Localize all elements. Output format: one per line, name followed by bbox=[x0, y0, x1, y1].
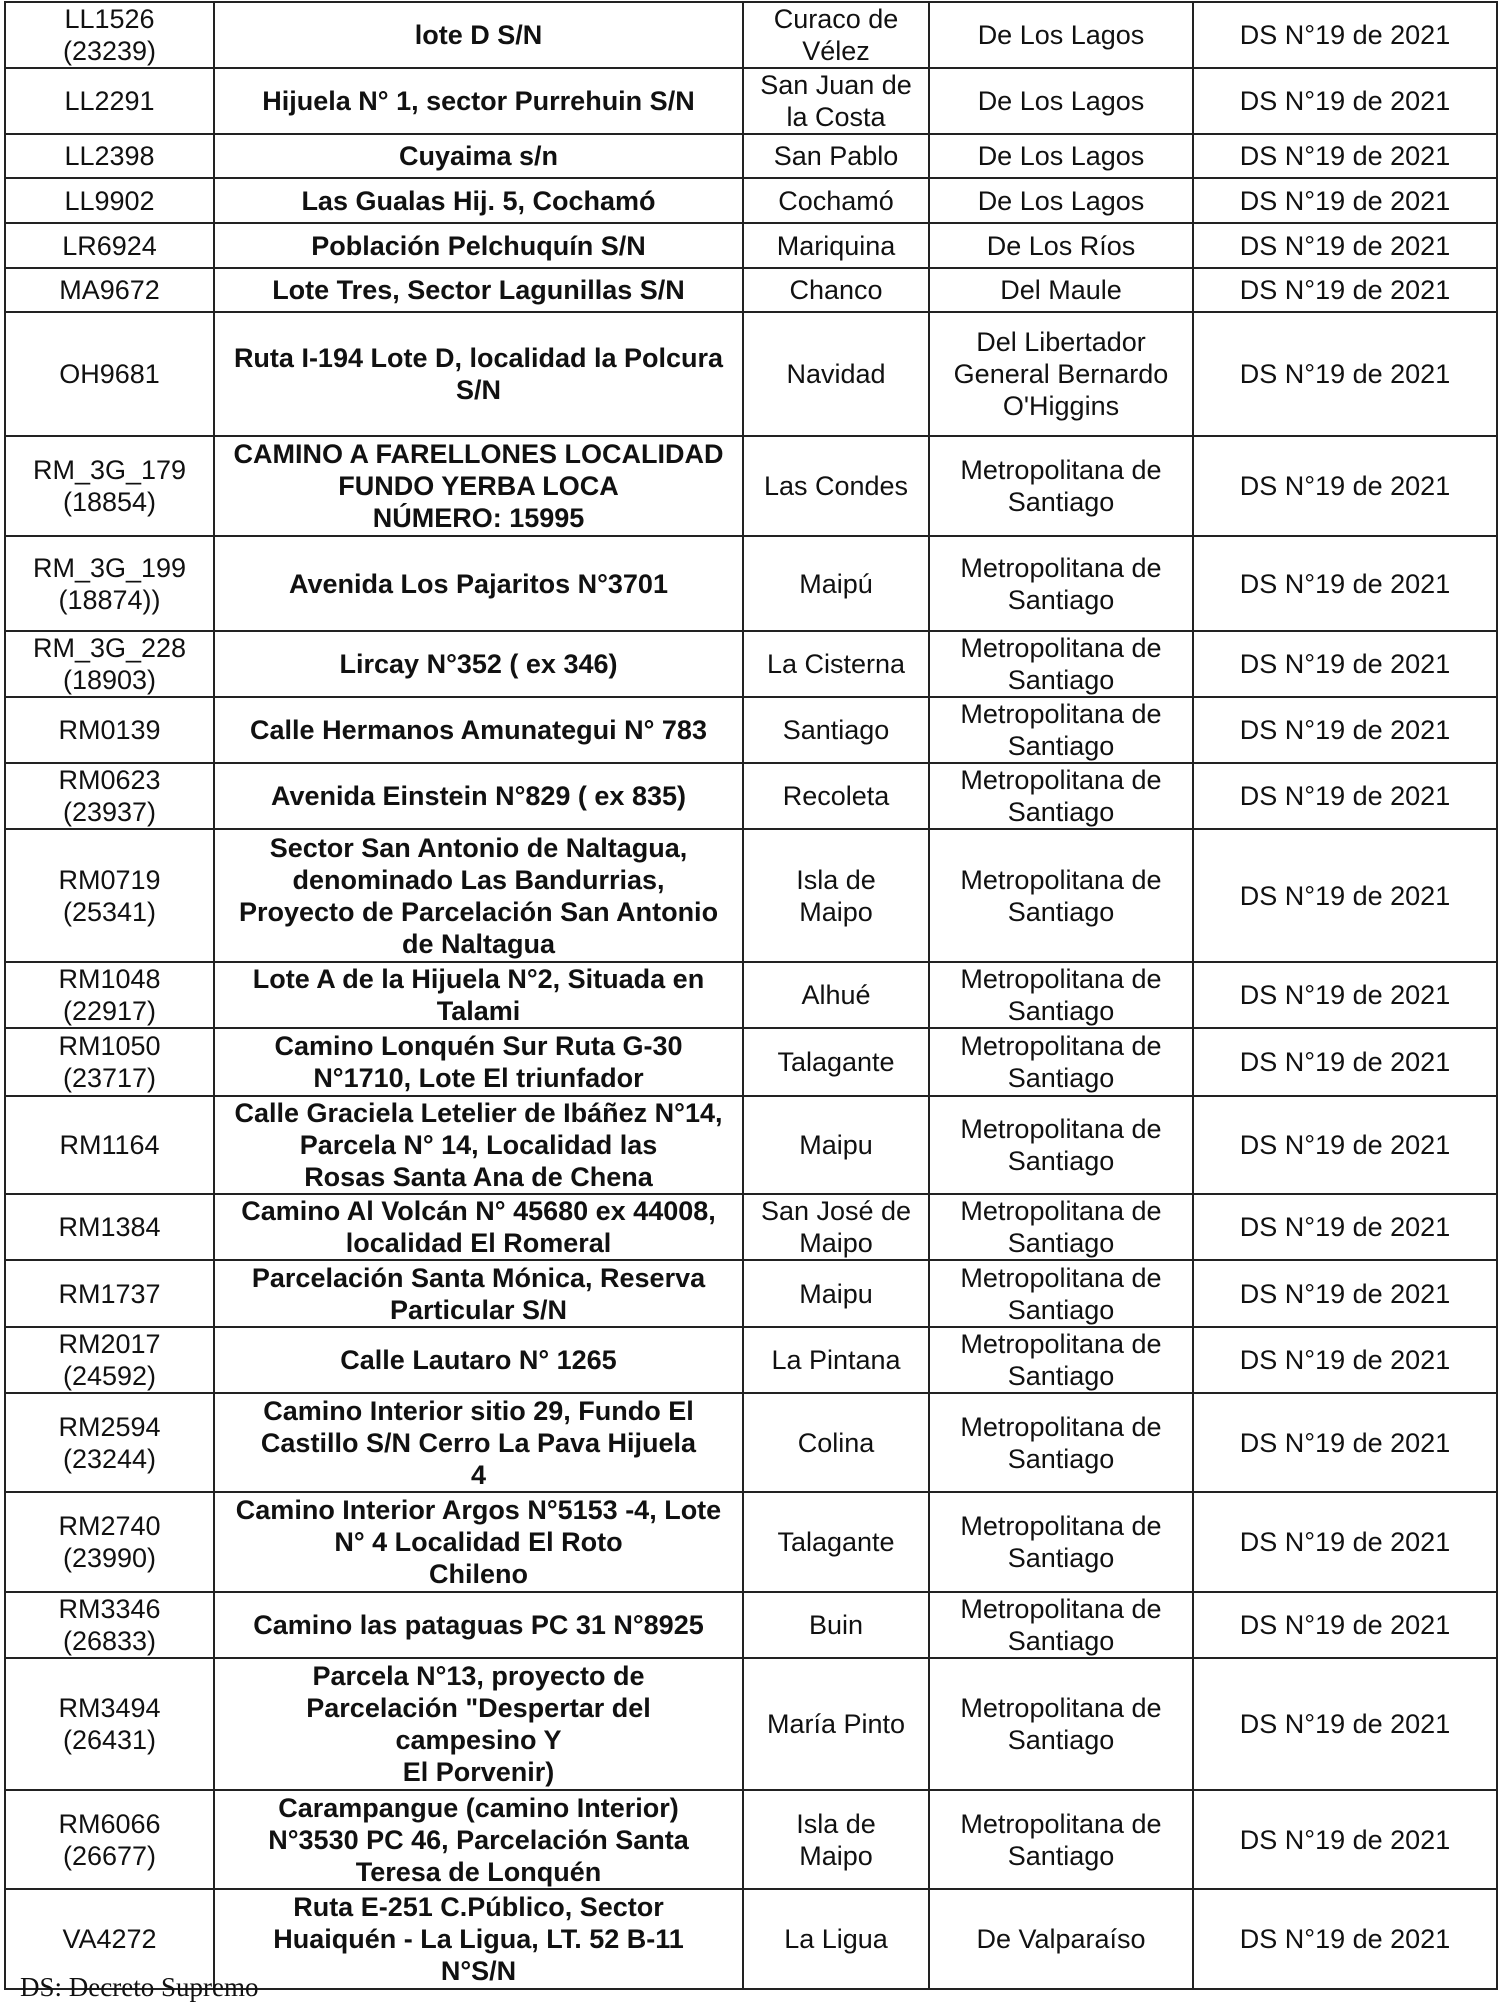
site-code-cell: RM3494 (26431) bbox=[5, 1658, 214, 1790]
address-cell: Calle Hermanos Amunategui N° 783 bbox=[214, 697, 743, 763]
site-code-cell: RM0139 bbox=[5, 697, 214, 763]
decree-cell: DS N°19 de 2021 bbox=[1193, 962, 1497, 1028]
table-body bbox=[5, 2, 1497, 1989]
address-cell: lote D S/N bbox=[214, 2, 743, 68]
table-row bbox=[5, 1393, 1497, 1492]
decree-cell: DS N°19 de 2021 bbox=[1193, 1592, 1497, 1658]
decree-cell: DS N°19 de 2021 bbox=[1193, 178, 1497, 223]
address-cell: Camino las pataguas PC 31 N°8925 bbox=[214, 1592, 743, 1658]
region-cell: Metropolitana de Santiago bbox=[929, 1194, 1193, 1260]
decree-cell: DS N°19 de 2021 bbox=[1193, 436, 1497, 536]
decree-cell: DS N°19 de 2021 bbox=[1193, 697, 1497, 763]
region-cell: De Los Lagos bbox=[929, 2, 1193, 68]
region-cell: Metropolitana de Santiago bbox=[929, 1790, 1193, 1889]
site-code-cell: RM1737 bbox=[5, 1260, 214, 1327]
table-row bbox=[5, 436, 1497, 536]
sites-table bbox=[4, 1, 1498, 1990]
table-row bbox=[5, 1592, 1497, 1658]
region-cell: Metropolitana de Santiago bbox=[929, 1658, 1193, 1790]
site-code-cell: LL1526 (23239) bbox=[5, 2, 214, 68]
footnote: DS: Decreto Supremo bbox=[20, 1972, 259, 2002]
decree-cell: DS N°19 de 2021 bbox=[1193, 1260, 1497, 1327]
commune-cell: Isla de Maipo bbox=[743, 1790, 929, 1889]
region-cell: Del Maule bbox=[929, 268, 1193, 312]
site-code-cell: MA9672 bbox=[5, 268, 214, 312]
commune-cell: Recoleta bbox=[743, 763, 929, 829]
address-cell: Población Pelchuquín S/N bbox=[214, 223, 743, 268]
address-cell: Ruta E-251 C.Público, Sector Huaiquén - La Ligua, LT. 52 B-11 N°S/N bbox=[214, 1889, 743, 1989]
commune-cell: Colina bbox=[743, 1393, 929, 1492]
decree-cell: DS N°19 de 2021 bbox=[1193, 631, 1497, 697]
region-cell: Metropolitana de Santiago bbox=[929, 536, 1193, 631]
region-cell: Metropolitana de Santiago bbox=[929, 1096, 1193, 1194]
decree-cell: DS N°19 de 2021 bbox=[1193, 223, 1497, 268]
table-row bbox=[5, 1327, 1497, 1393]
table-row bbox=[5, 697, 1497, 763]
site-code-cell: OH9681 bbox=[5, 312, 214, 436]
site-code-cell: RM1384 bbox=[5, 1194, 214, 1260]
decree-cell: DS N°19 de 2021 bbox=[1193, 829, 1497, 962]
region-cell: Metropolitana de Santiago bbox=[929, 1327, 1193, 1393]
commune-cell: Talagante bbox=[743, 1492, 929, 1592]
table-row bbox=[5, 1492, 1497, 1592]
address-cell: Calle Graciela Letelier de Ibáñez N°14, Parcela N° 14, Localidad las Rosas Santa Ana de Chena bbox=[214, 1096, 743, 1194]
commune-cell: Maipú bbox=[743, 536, 929, 631]
commune-cell: Chanco bbox=[743, 268, 929, 312]
address-cell: Avenida Einstein N°829 ( ex 835) bbox=[214, 763, 743, 829]
commune-cell: María Pinto bbox=[743, 1658, 929, 1790]
region-cell: Metropolitana de Santiago bbox=[929, 1260, 1193, 1327]
region-cell: De Los Ríos bbox=[929, 223, 1193, 268]
table-row bbox=[5, 223, 1497, 268]
commune-cell: Mariquina bbox=[743, 223, 929, 268]
region-cell: Metropolitana de Santiago bbox=[929, 962, 1193, 1028]
site-code-cell: RM2740 (23990) bbox=[5, 1492, 214, 1592]
commune-cell: Las Condes bbox=[743, 436, 929, 536]
region-cell: Metropolitana de Santiago bbox=[929, 697, 1193, 763]
address-cell: Hijuela N° 1, sector Purrehuin S/N bbox=[214, 68, 743, 134]
table-row bbox=[5, 763, 1497, 829]
decree-cell: DS N°19 de 2021 bbox=[1193, 134, 1497, 178]
region-cell: Metropolitana de Santiago bbox=[929, 763, 1193, 829]
site-code-cell: LR6924 bbox=[5, 223, 214, 268]
address-cell: Sector San Antonio de Naltagua, denominado Las Bandurrias, Proyecto de Parcelación San Antonio de Naltagua bbox=[214, 829, 743, 962]
commune-cell: La Ligua bbox=[743, 1889, 929, 1989]
table-row bbox=[5, 312, 1497, 436]
table-row bbox=[5, 268, 1497, 312]
site-code-cell: RM0623 (23937) bbox=[5, 763, 214, 829]
address-cell: Avenida Los Pajaritos N°3701 bbox=[214, 536, 743, 631]
decree-cell: DS N°19 de 2021 bbox=[1193, 2, 1497, 68]
region-cell: Metropolitana de Santiago bbox=[929, 1393, 1193, 1492]
commune-cell: La Cisterna bbox=[743, 631, 929, 697]
decree-cell: DS N°19 de 2021 bbox=[1193, 68, 1497, 134]
site-code-cell: RM_3G_228 (18903) bbox=[5, 631, 214, 697]
decree-cell: DS N°19 de 2021 bbox=[1193, 1327, 1497, 1393]
site-code-cell: RM_3G_179 (18854) bbox=[5, 436, 214, 536]
decree-cell: DS N°19 de 2021 bbox=[1193, 1028, 1497, 1096]
decree-cell: DS N°19 de 2021 bbox=[1193, 763, 1497, 829]
decree-cell: DS N°19 de 2021 bbox=[1193, 1393, 1497, 1492]
region-cell: De Valparaíso bbox=[929, 1889, 1193, 1989]
address-cell: Parcela N°13, proyecto de Parcelación "Despertar del campesino Y El Porvenir) bbox=[214, 1658, 743, 1790]
commune-cell: Alhué bbox=[743, 962, 929, 1028]
table-row bbox=[5, 1658, 1497, 1790]
decree-cell: DS N°19 de 2021 bbox=[1193, 1658, 1497, 1790]
region-cell: Del Libertador General Bernardo O'Higgins bbox=[929, 312, 1193, 436]
table-row bbox=[5, 1790, 1497, 1889]
decree-cell: DS N°19 de 2021 bbox=[1193, 312, 1497, 436]
commune-cell: Santiago bbox=[743, 697, 929, 763]
table-row bbox=[5, 68, 1497, 134]
commune-cell: Buin bbox=[743, 1592, 929, 1658]
address-cell: Carampangue (camino Interior) N°3530 PC 46, Parcelación Santa Teresa de Lonquén bbox=[214, 1790, 743, 1889]
decree-cell: DS N°19 de 2021 bbox=[1193, 1096, 1497, 1194]
site-code-cell: LL2398 bbox=[5, 134, 214, 178]
address-cell: Lote Tres, Sector Lagunillas S/N bbox=[214, 268, 743, 312]
commune-cell: Navidad bbox=[743, 312, 929, 436]
decree-cell: DS N°19 de 2021 bbox=[1193, 1790, 1497, 1889]
commune-cell: San Juan de la Costa bbox=[743, 68, 929, 134]
address-cell: Calle Lautaro N° 1265 bbox=[214, 1327, 743, 1393]
address-cell: CAMINO A FARELLONES LOCALIDAD FUNDO YERBA LOCA NÚMERO: 15995 bbox=[214, 436, 743, 536]
region-cell: Metropolitana de Santiago bbox=[929, 1492, 1193, 1592]
site-code-cell: RM2017 (24592) bbox=[5, 1327, 214, 1393]
region-cell: Metropolitana de Santiago bbox=[929, 1028, 1193, 1096]
region-cell: Metropolitana de Santiago bbox=[929, 436, 1193, 536]
commune-cell: San José de Maipo bbox=[743, 1194, 929, 1260]
table-row bbox=[5, 1028, 1497, 1096]
commune-cell: Talagante bbox=[743, 1028, 929, 1096]
table-row bbox=[5, 631, 1497, 697]
site-code-cell: RM1048 (22917) bbox=[5, 962, 214, 1028]
decree-cell: DS N°19 de 2021 bbox=[1193, 268, 1497, 312]
site-code-cell: LL9902 bbox=[5, 178, 214, 223]
address-cell: Las Gualas Hij. 5, Cochamó bbox=[214, 178, 743, 223]
table-row bbox=[5, 536, 1497, 631]
address-cell: Ruta I-194 Lote D, localidad la Polcura S/N bbox=[214, 312, 743, 436]
commune-cell: Cochamó bbox=[743, 178, 929, 223]
commune-cell: Isla de Maipo bbox=[743, 829, 929, 962]
address-cell: Lote A de la Hijuela N°2, Situada en Talami bbox=[214, 962, 743, 1028]
address-cell: Camino Al Volcán N° 45680 ex 44008, localidad El Romeral bbox=[214, 1194, 743, 1260]
region-cell: De Los Lagos bbox=[929, 178, 1193, 223]
table-row bbox=[5, 1096, 1497, 1194]
address-cell: Cuyaima s/n bbox=[214, 134, 743, 178]
table-row bbox=[5, 829, 1497, 962]
site-code-cell: RM3346 (26833) bbox=[5, 1592, 214, 1658]
table-row bbox=[5, 1194, 1497, 1260]
address-cell: Camino Interior Argos N°5153 -4, Lote N° 4 Localidad El Roto Chileno bbox=[214, 1492, 743, 1592]
commune-cell: Maipu bbox=[743, 1260, 929, 1327]
table-row bbox=[5, 178, 1497, 223]
site-code-cell: RM0719 (25341) bbox=[5, 829, 214, 962]
address-cell: Camino Interior sitio 29, Fundo El Castillo S/N Cerro La Pava Hijuela 4 bbox=[214, 1393, 743, 1492]
site-code-cell: RM2594 (23244) bbox=[5, 1393, 214, 1492]
site-code-cell: RM1164 bbox=[5, 1096, 214, 1194]
address-cell: Parcelación Santa Mónica, Reserva Particular S/N bbox=[214, 1260, 743, 1327]
table-row bbox=[5, 134, 1497, 178]
decree-cell: DS N°19 de 2021 bbox=[1193, 1194, 1497, 1260]
site-code-cell: RM6066 (26677) bbox=[5, 1790, 214, 1889]
site-code-cell: RM_3G_199 (18874)) bbox=[5, 536, 214, 631]
decree-cell: DS N°19 de 2021 bbox=[1193, 1492, 1497, 1592]
commune-cell: San Pablo bbox=[743, 134, 929, 178]
commune-cell: La Pintana bbox=[743, 1327, 929, 1393]
region-cell: Metropolitana de Santiago bbox=[929, 631, 1193, 697]
commune-cell: Curaco de Vélez bbox=[743, 2, 929, 68]
region-cell: De Los Lagos bbox=[929, 68, 1193, 134]
region-cell: Metropolitana de Santiago bbox=[929, 1592, 1193, 1658]
commune-cell: Maipu bbox=[743, 1096, 929, 1194]
address-cell: Lircay N°352 ( ex 346) bbox=[214, 631, 743, 697]
site-code-cell: RM1050 (23717) bbox=[5, 1028, 214, 1096]
table-row bbox=[5, 962, 1497, 1028]
table-row bbox=[5, 2, 1497, 68]
address-cell: Camino Lonquén Sur Ruta G-30 N°1710, Lote El triunfador bbox=[214, 1028, 743, 1096]
decree-cell: DS N°19 de 2021 bbox=[1193, 536, 1497, 631]
region-cell: Metropolitana de Santiago bbox=[929, 829, 1193, 962]
decree-cell: DS N°19 de 2021 bbox=[1193, 1889, 1497, 1989]
site-code-cell: VA4272 bbox=[5, 1889, 214, 1989]
site-code-cell: LL2291 bbox=[5, 68, 214, 134]
table-row bbox=[5, 1260, 1497, 1327]
region-cell: De Los Lagos bbox=[929, 134, 1193, 178]
